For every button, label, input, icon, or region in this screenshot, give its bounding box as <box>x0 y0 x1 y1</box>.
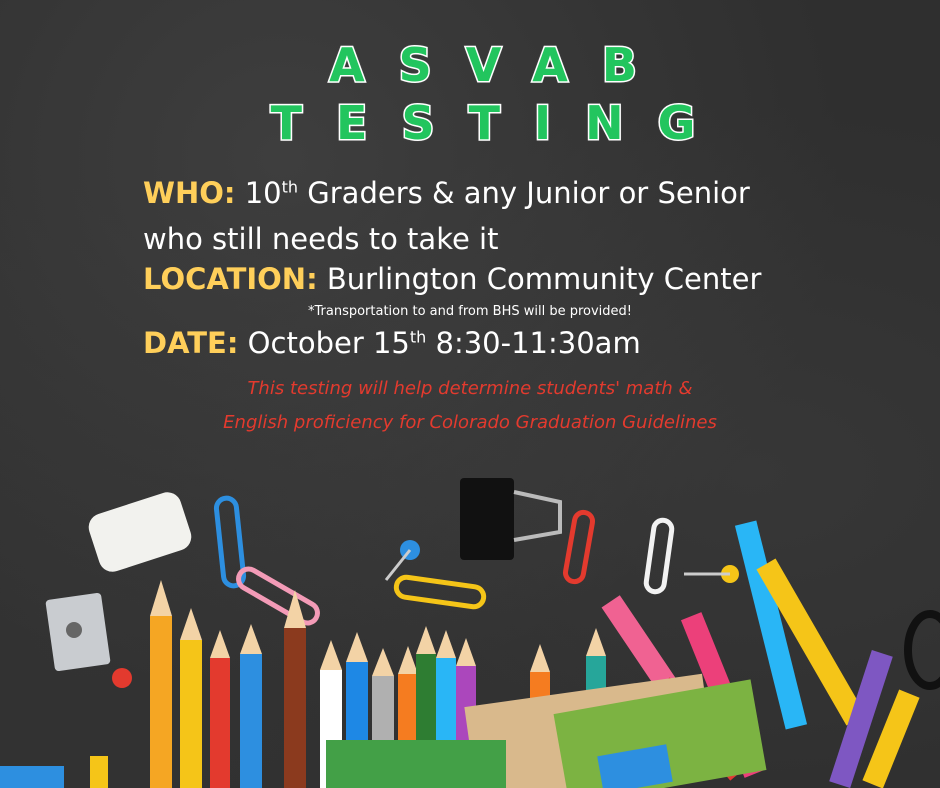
binder-clip-icon <box>460 478 560 560</box>
eraser-icon <box>85 489 195 576</box>
grade-number: 10 <box>244 176 282 210</box>
date-line <box>143 326 641 360</box>
date-time: 8:30-11:30am <box>426 326 641 360</box>
purpose-line-1: This testing will help determine students' math & <box>247 378 693 399</box>
title-line-1: ASVAB <box>329 38 671 92</box>
grade-suffix: th <box>281 177 299 197</box>
school-supplies-illustration <box>0 440 940 788</box>
location-text: Burlington Community Center <box>317 262 762 296</box>
clip-tray-icon <box>0 766 64 788</box>
who-line-2: who still needs to take it <box>143 222 499 256</box>
title-line-2: TESTING <box>270 96 730 150</box>
who-label: WHO: <box>143 176 236 210</box>
transportation-note: *Transportation to and from BHS will be provided! <box>307 304 632 319</box>
location-line <box>143 262 761 296</box>
purpose-line-2: English proficiency for Colorado Graduation Guidelines <box>223 412 717 433</box>
date-label: DATE: <box>143 326 239 360</box>
pencil-sharpener-icon <box>45 592 110 671</box>
date-suffix: th <box>409 327 427 347</box>
who-text: Graders & any Junior or Senior <box>298 176 750 210</box>
who-line <box>143 176 750 210</box>
location-label: LOCATION: <box>143 262 318 296</box>
scissors-icon <box>908 614 940 686</box>
date-month: October 15 <box>238 326 410 360</box>
